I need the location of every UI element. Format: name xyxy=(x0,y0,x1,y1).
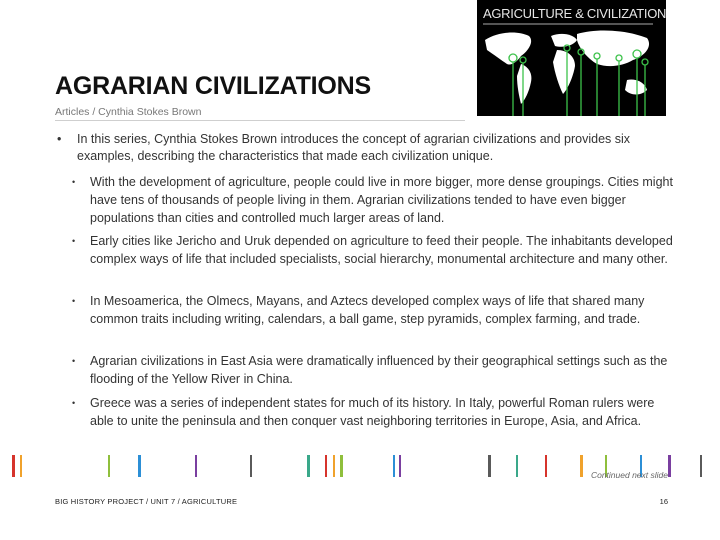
stripe-mark xyxy=(195,455,197,477)
bullet-glyph: • xyxy=(72,296,76,306)
stripe-mark xyxy=(488,455,491,477)
page-number: 16 xyxy=(659,497,668,506)
intro-text: In this series, Cynthia Stokes Brown introduces the concept of agrarian civilizations and provides six examples, describing the characteristics that made each civilization unique. xyxy=(77,132,631,163)
sub-bullet-4 xyxy=(72,352,677,388)
page-subtitle: Articles / Cynthia Stokes Brown xyxy=(55,106,202,118)
stripe-mark xyxy=(399,455,401,477)
stripe-mark xyxy=(580,455,583,477)
header-image-title: AGRICULTURE & CIVILIZATION xyxy=(483,6,666,21)
bullet-glyph: • xyxy=(72,398,76,408)
header-image-underline xyxy=(483,23,653,25)
stripe-mark xyxy=(138,455,141,477)
stripe-mark xyxy=(108,455,110,477)
stripe-mark xyxy=(12,455,15,477)
stripe-mark xyxy=(516,455,518,477)
intro-bullet xyxy=(57,131,657,165)
title-divider xyxy=(55,120,465,121)
stripe-mark xyxy=(333,455,335,477)
stripe-mark xyxy=(668,455,671,477)
stripe-mark xyxy=(307,455,310,477)
stripe-mark xyxy=(700,455,702,477)
continued-label: Continued next slide xyxy=(590,470,668,480)
sub-bullet-text: Agrarian civilizations in East Asia were dramatically influenced by their geographical settings such as the flooding of the Yellow River in China. xyxy=(90,354,668,386)
stripe-mark xyxy=(545,455,547,477)
stripe-mark xyxy=(250,455,252,477)
sub-bullet-3 xyxy=(72,292,677,328)
page-title: AGRARIAN CIVILIZATIONS xyxy=(55,72,371,100)
sub-bullet-text: With the development of agriculture, people could live in more bigger, more dense groupings. Cities might have tens of thousands of people living in them. Agrarian civilizations tended to have even bigger populations than cities and controlled much larger areas of land. xyxy=(90,175,673,225)
bullet-glyph: • xyxy=(72,236,76,246)
bullet-glyph: • xyxy=(72,177,76,187)
header-image xyxy=(477,0,666,116)
stripe-mark xyxy=(393,455,395,477)
stripe-mark xyxy=(340,455,343,477)
sub-bullet-text: Early cities like Jericho and Uruk depended on agriculture to feed their people. The inhabitants developed complex ways of life that included specialists, social hierarchy, monumental architecture and many other. xyxy=(90,234,673,266)
bullet-glyph: • xyxy=(72,356,76,366)
sub-bullet-text: Greece was a series of independent states for much of its history. In Italy, powerful Roman rulers were able to unite the peninsula and then conquer vast neighboring territories in Europe, Asia, and Africa. xyxy=(90,396,655,428)
stripe-mark xyxy=(325,455,327,477)
footer-course-label: BIG HISTORY PROJECT / UNIT 7 / AGRICULTURE xyxy=(55,497,238,506)
bullet-glyph: • xyxy=(57,132,62,146)
stripe-mark xyxy=(20,455,22,477)
sub-bullet-text: In Mesoamerica, the Olmecs, Mayans, and Aztecs developed complex ways of life that shared many common traits including writing, calendars, a ball game, step pyramids, complex farming, and trade. xyxy=(90,294,645,326)
sub-bullet-1 xyxy=(72,173,677,227)
sub-bullet-2 xyxy=(72,232,677,268)
sub-bullet-5 xyxy=(72,394,677,430)
